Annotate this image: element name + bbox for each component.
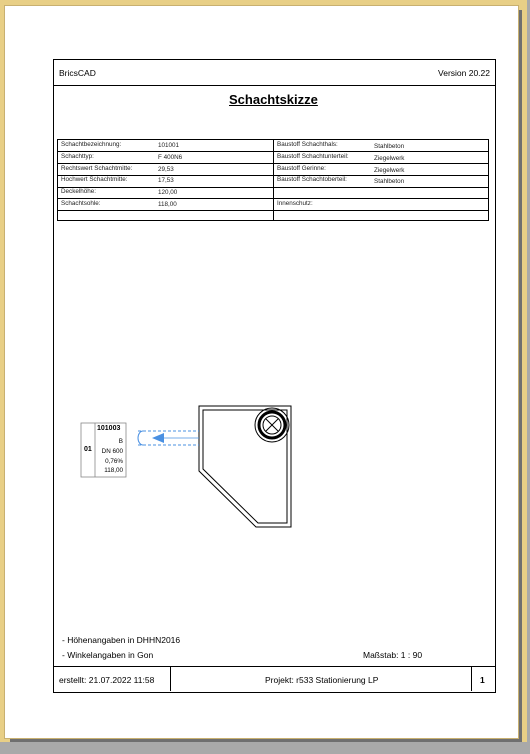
version-label: Version 20.22 — [438, 68, 490, 78]
pipe-diameter: DN 600 — [101, 448, 123, 455]
info-label: Schachtbezeichnung: — [61, 141, 122, 148]
info-label: Baustoff Schachtoberteil: — [277, 176, 347, 183]
pipe-number: 01 — [84, 446, 92, 453]
shaft-outline-outer — [199, 406, 291, 527]
info-label: Hochwert Schachtmitte: — [61, 176, 128, 183]
pipe-end-arc — [138, 431, 143, 445]
info-value: Stahlbeton — [374, 143, 405, 150]
project-name: Projekt: r533 Stationierung LP — [265, 675, 379, 685]
created-date: erstellt: 21.07.2022 11:58 — [59, 675, 155, 685]
info-value: 101001 — [158, 142, 180, 149]
info-value: Stahlbeton — [374, 178, 405, 185]
info-label: Rechtswert Schachtmitte: — [61, 165, 133, 172]
info-label: Deckelhöhe: — [61, 188, 97, 195]
page-number: 1 — [480, 675, 485, 685]
info-value: F 400N6 — [158, 154, 183, 161]
info-value: 17,53 — [158, 177, 174, 184]
note-height: - Höhenangaben in DHHN2016 — [62, 635, 181, 645]
page-title: Schachtskizze — [229, 92, 318, 107]
info-label: Baustoff Schachtunterteil: — [277, 153, 349, 160]
info-value: 120,00 — [158, 189, 178, 196]
info-label: Schachttyp: — [61, 153, 94, 160]
info-label: Innenschutz: — [277, 200, 313, 207]
info-value: Ziegelwerk — [374, 155, 405, 162]
note-angle: - Winkelangaben in Gon — [62, 650, 154, 660]
app-name: BricsCAD — [59, 68, 96, 78]
pipe-target: 101003 — [97, 425, 121, 432]
info-value: Ziegelwerk — [374, 167, 405, 174]
pipe-sohle: 118,00 — [104, 467, 123, 474]
info-label: Baustoff Schachthals: — [277, 141, 338, 148]
info-value: 118,00 — [158, 201, 177, 208]
flow-arrow-icon — [152, 433, 164, 443]
info-value: 29,53 — [158, 166, 174, 173]
scale-label: Maßstab: 1 : 90 — [363, 650, 423, 660]
footer-divider — [53, 666, 495, 667]
info-label: Baustoff Gerinne: — [277, 165, 326, 172]
pipe-material: B — [118, 438, 123, 445]
pipe-gradient: 0,76% — [105, 458, 123, 465]
info-label: Schachtsohle: — [61, 200, 101, 207]
